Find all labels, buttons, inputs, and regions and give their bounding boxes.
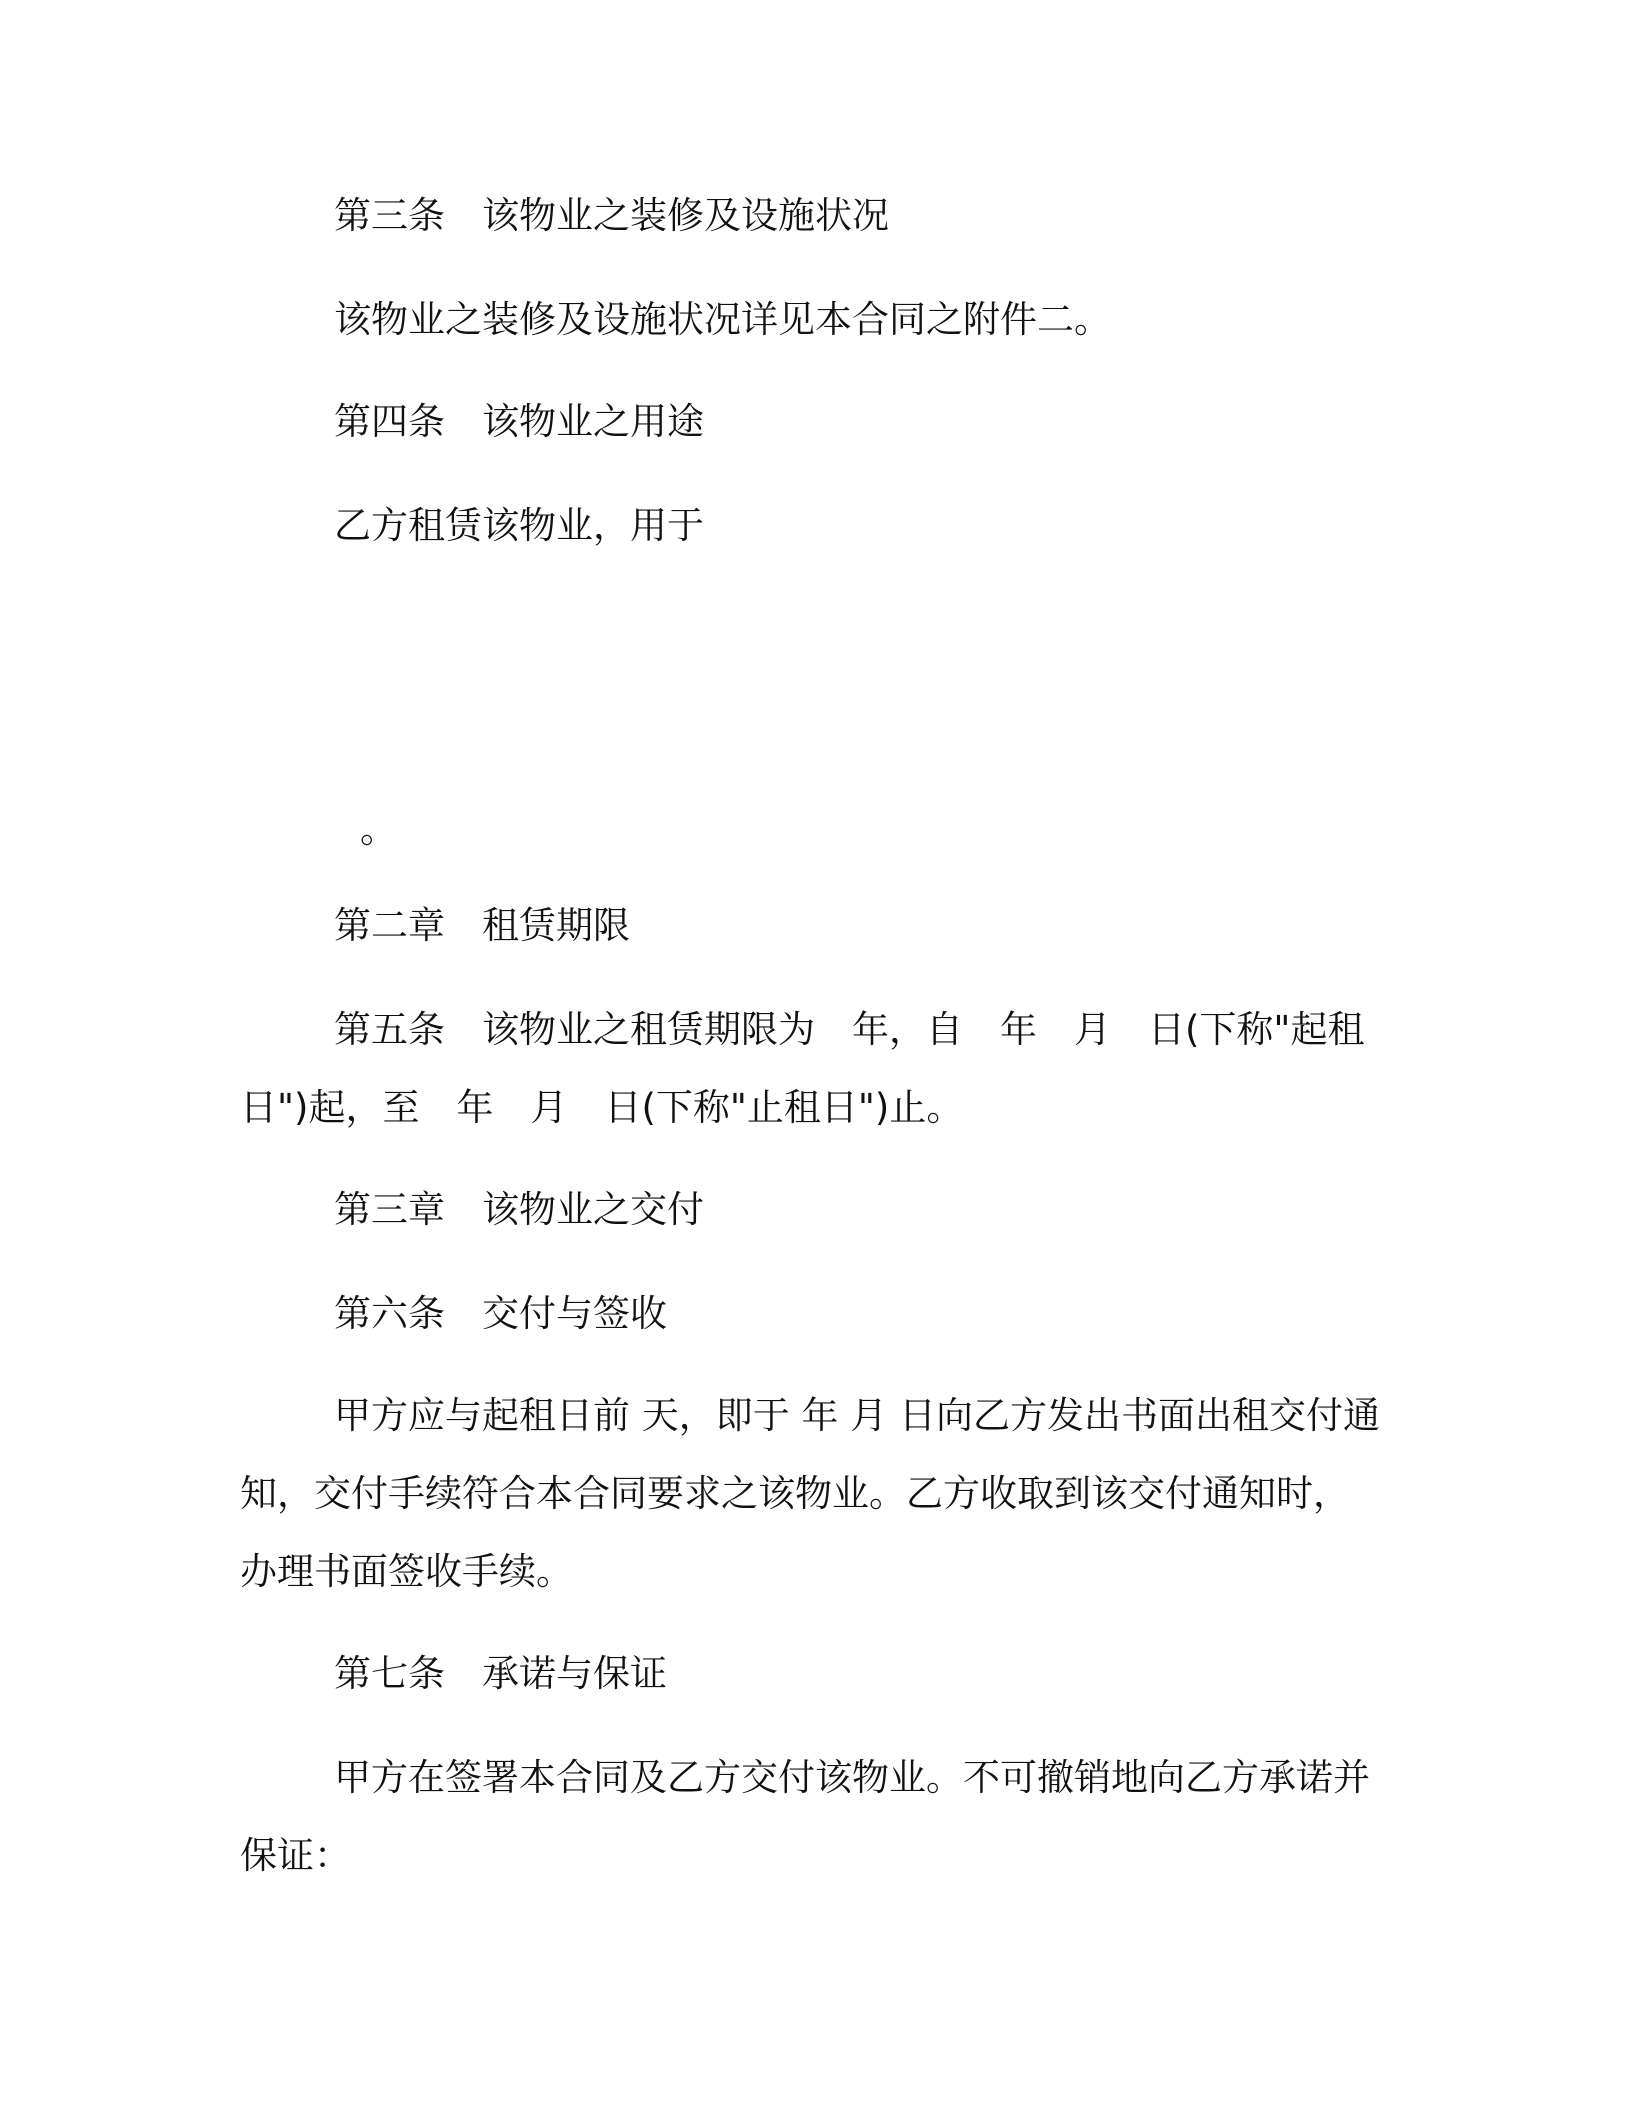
article-4-body: 乙方租赁该物业，用于: [334, 504, 704, 547]
chapter-2-title: 第二章 租赁期限: [334, 904, 630, 947]
article-3-title: 第三条 该物业之装修及设施状况: [334, 194, 889, 237]
article-3-body: 该物业之装修及设施状况详见本合同之附件二。: [334, 298, 1111, 341]
article-7-title: 第七条 承诺与保证: [334, 1652, 667, 1695]
article-6-line-3: 办理书面签收手续。: [240, 1550, 573, 1593]
article-7-line-2: 保证：: [240, 1834, 351, 1877]
chapter-3-title: 第三章 该物业之交付: [334, 1188, 704, 1231]
article-5-line-1: 第五条 该物业之租赁期限为 年，自 年 月 日(下称"起租: [334, 1008, 1365, 1051]
article-4-end-mark: 。: [360, 808, 397, 851]
article-6-title: 第六条 交付与签收: [334, 1292, 667, 1335]
article-4-title: 第四条 该物业之用途: [334, 400, 704, 443]
article-6-line-2: 知，交付手续符合本合同要求之该物业。乙方收取到该交付通知时，: [240, 1472, 1350, 1515]
article-7-line-1: 甲方在签署本合同及乙方交付该物业。不可撤销地向乙方承诺并: [334, 1756, 1370, 1799]
article-6-line-1: 甲方应与起租日前 天，即于 年 月 日向乙方发出书面出租交付通: [334, 1394, 1381, 1437]
article-5-line-2: 日")起，至 年 月 日(下称"止租日")止。: [240, 1086, 964, 1129]
